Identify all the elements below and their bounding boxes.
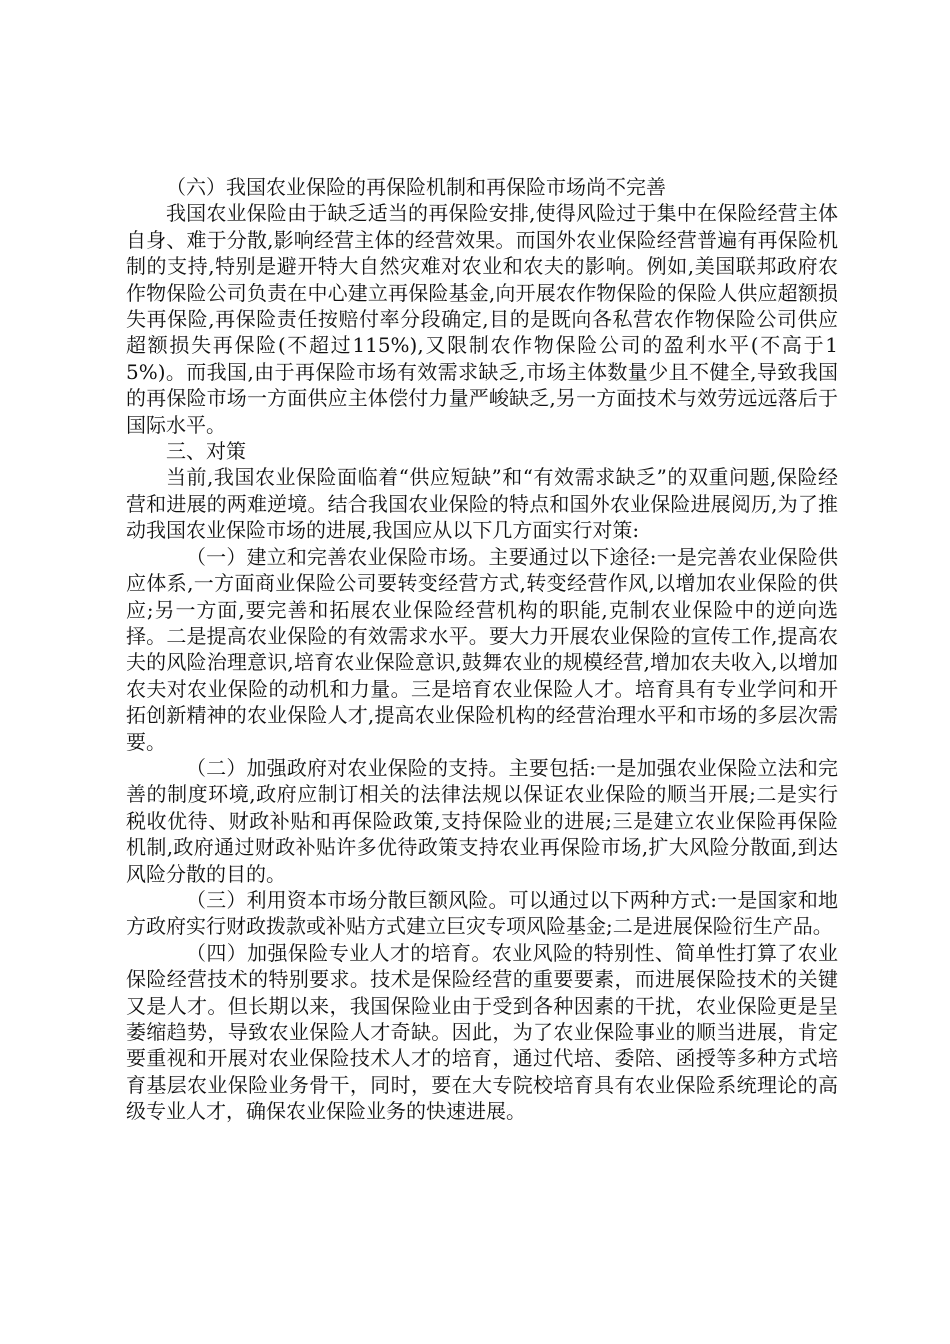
paragraph-countermeasure-4: （四）加强保险专业人才的培育。农业风险的特别性、简单性打算了农业保险经营技术的特别要求。技术是保险经营的重要要素，而进展保险技术的关键又是人才。但长期以来，我国保险业由于受到各种因素的干扰，农业保险更是呈萎缩趋势，导致农业保险人才奇缺。因此，为了农业保险事业的顺当进展，肯定要重视和开展对农业保险技术人才的培育，通过代培、委陪、函授等多种方式培育基层农业保险业务骨干，同时，要在大专院校培育具有农业保险系统理论的高级专业人才，确保农业保险业务的快速进展。	[126, 940, 838, 1124]
paragraph-reinsurance: 我国农业保险由于缺乏适当的再保险安排,使得风险过于集中在保险经营主体自身、难于分散,影响经营主体的经营效果。而国外农业保险经营普遍有再保险机制的支持,特别是避开特大自然灾难对农业和农夫的影响。例如,美国联邦政府农作物保险公司负责在中心建立再保险基金,向开展农作物保险的保险人供应超额损失再保险,再保险责任按赔付率分段确定,目的是既向各私营农作物保险公司供应超额损失再保险(不超过115%),又限制农作物保险公司的盈利水平(不高于15%)。而我国,由于再保险市场有效需求缺乏,市场主体数量少且不健全,导致我国的再保险市场一方面供应主体偿付力量严峻缺乏,另一方面技术与效劳远远落后于国际水平。	[126, 201, 838, 437]
paragraph-countermeasure-3: （三）利用资本市场分散巨额风险。可以通过以下两种方式:一是国家和地方政府实行财政拨款或补贴方式建立巨灾专项风险基金;二是进展保险衍生产品。	[126, 887, 838, 939]
paragraph-intro: 当前,我国农业保险面临着“供应短缺”和“有效需求缺乏”的双重问题,保险经营和进展的两难逆境。结合我国农业保险的特点和国外农业保险进展阅历,为了推动我国农业保险市场的进展,我国应从以下几方面实行对策:	[126, 465, 838, 543]
paragraph-countermeasure-1: （一）建立和完善农业保险市场。主要通过以下途径:一是完善农业保险供应体系,一方面商业保险公司要转变经营方式,转变经营作风,以增加农业保险的供应;另一方面,要完善和拓展农业保险经营机构的职能,克制农业保险中的逆向选择。二是提高农业保险的有效需求水平。要大力开展农业保险的宣传工作,提高农夫的风险治理意识,培育农业保险意识,鼓舞农业的规模经营,增加农夫收入,以增加农夫对农业保险的动机和力量。三是培育农业保险人才。培育具有专业学问和开拓创新精神的农业保险人才,提高农业保险机构的经营治理水平和市场的多层次需要。	[126, 544, 838, 754]
document-body	[126, 174, 838, 1125]
section-heading-six: （六）我国农业保险的再保险机制和再保险市场尚不完善	[166, 175, 666, 199]
section-heading-countermeasures: 三、对策	[166, 439, 246, 464]
paragraph-countermeasure-2: （二）加强政府对农业保险的支持。主要包括:一是加强农业保险立法和完善的制度环境,政府应制订相关的法律法规以保证农业保险的顺当开展;二是实行税收优待、财政补贴和再保险政策,支持保险业的进展;三是建立农业保险再保险机制,政府通过财政补贴许多优待政策支持农业再保险市场,扩大风险分散面,到达风险分散的目的。	[126, 755, 838, 886]
